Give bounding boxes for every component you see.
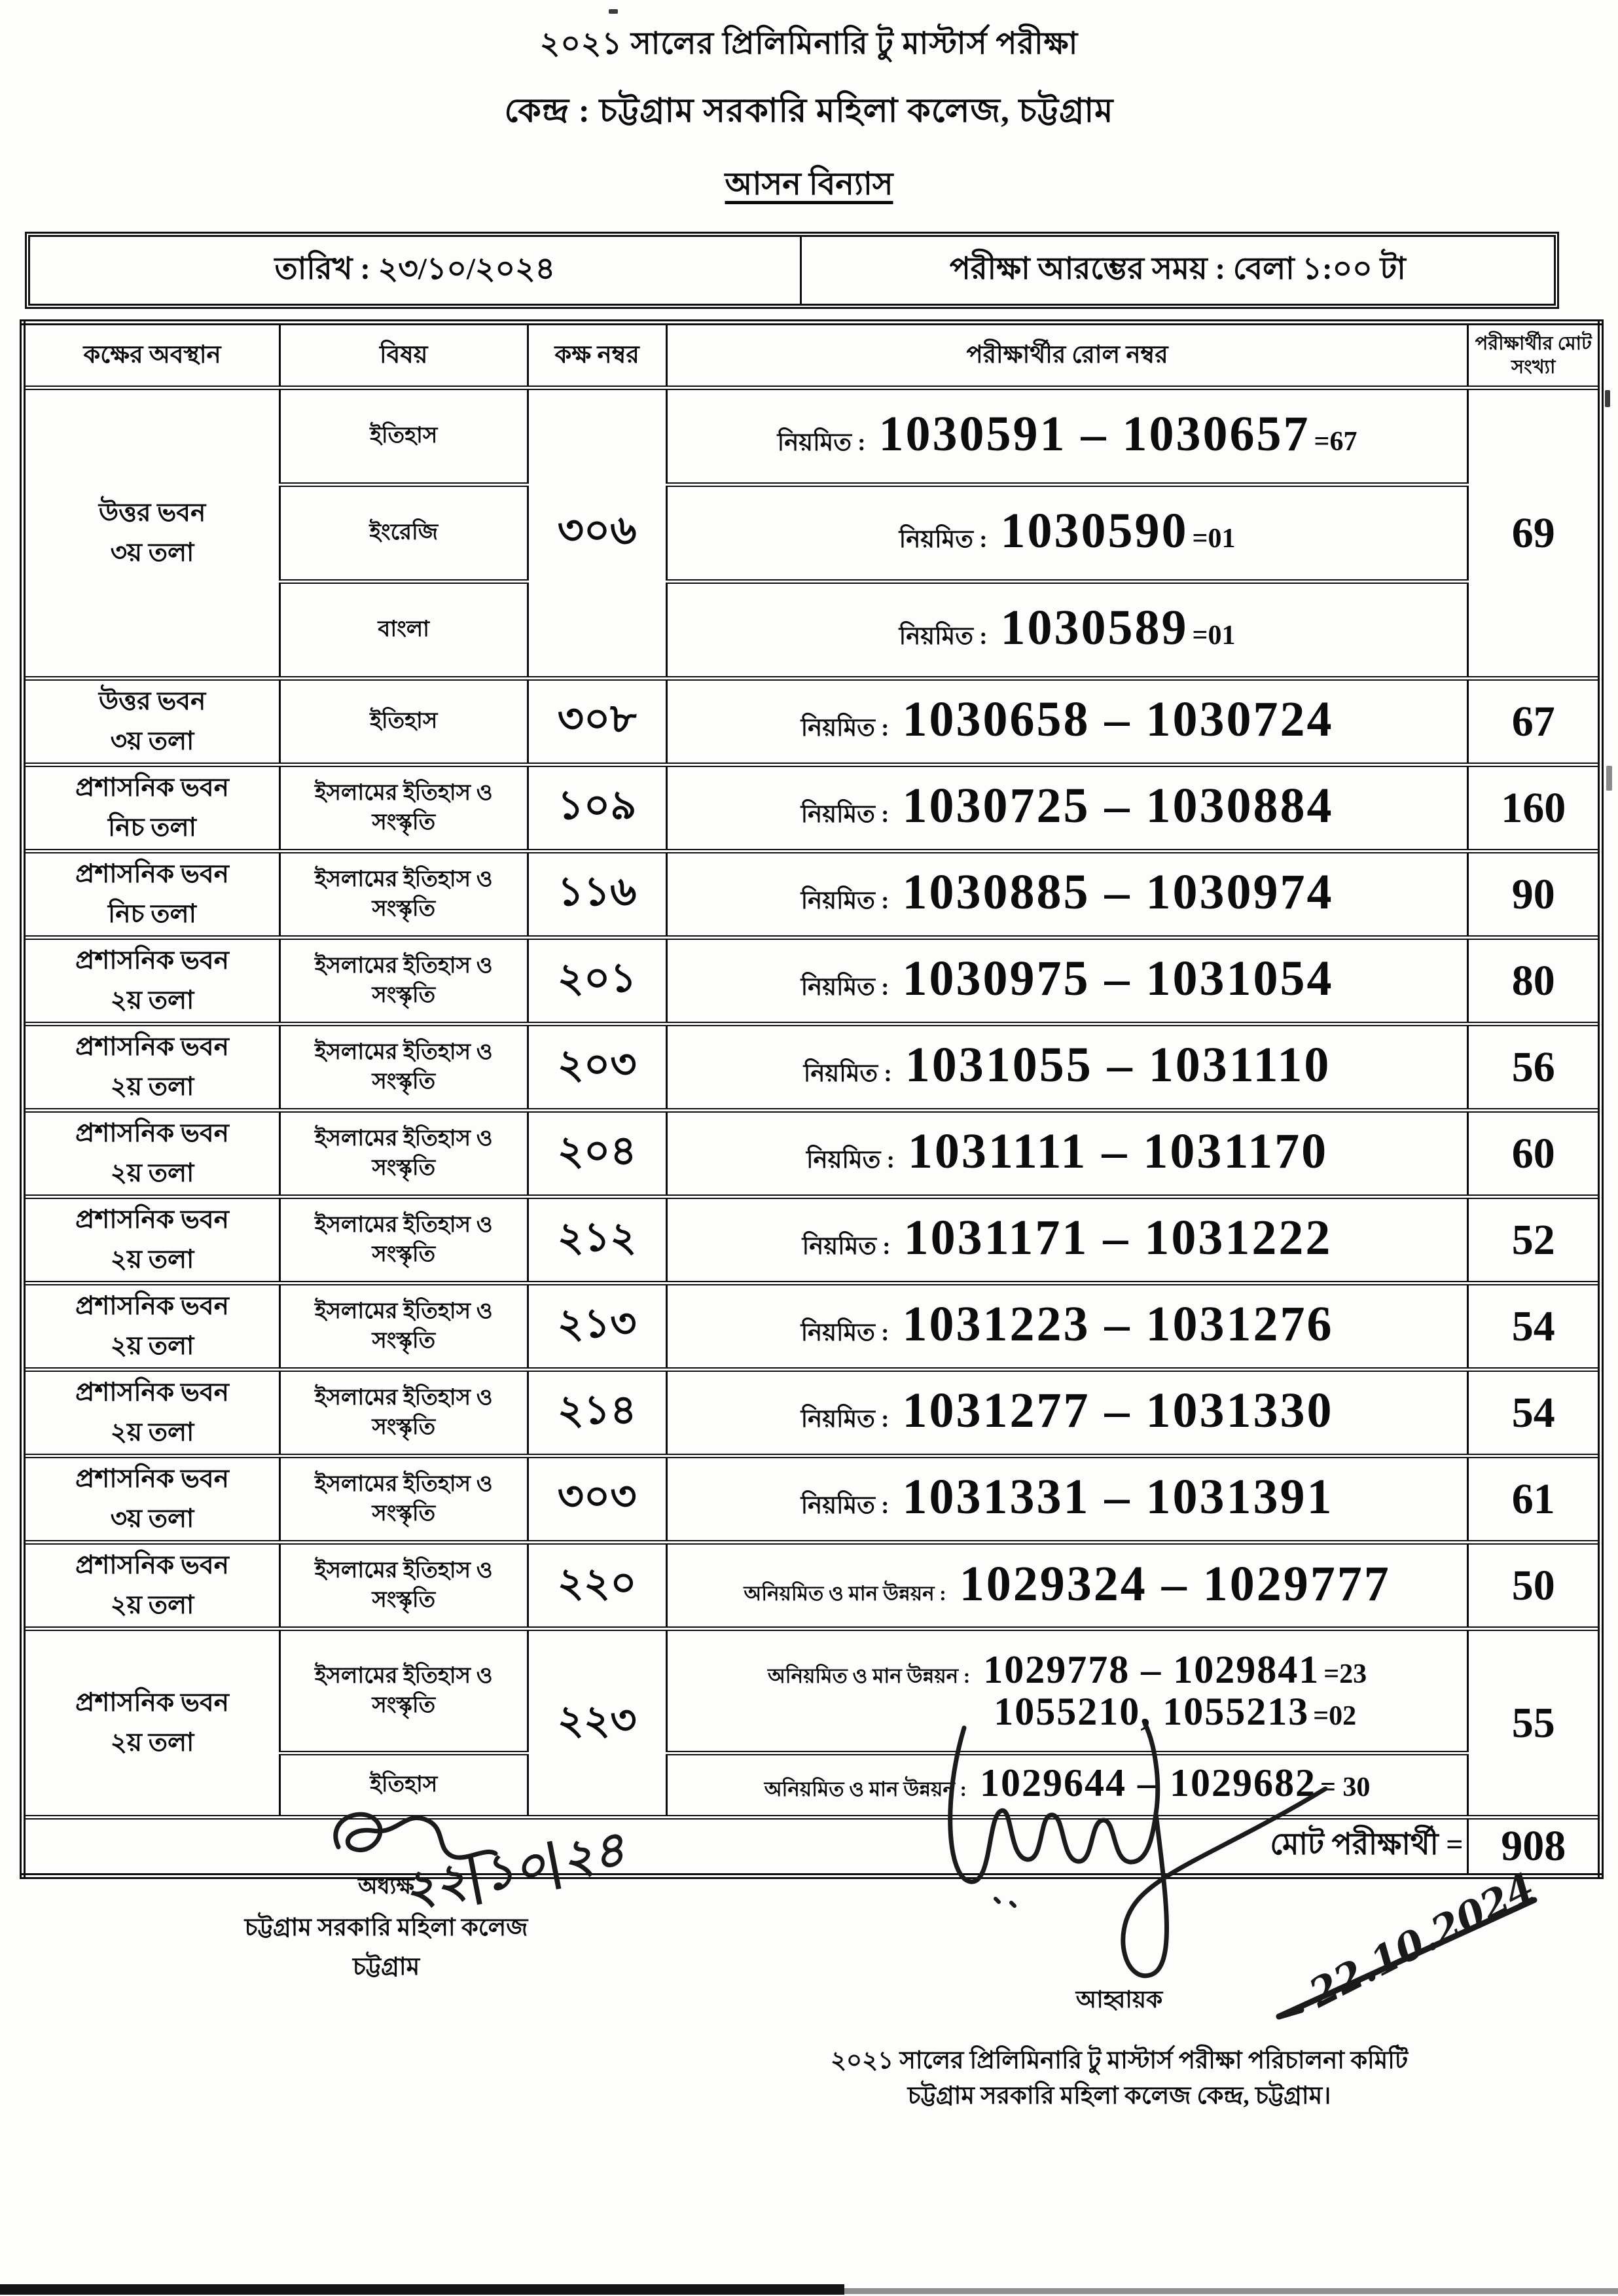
- table-row: [23, 938, 1601, 1024]
- location-cell: উত্তর ভবন ৩য় তলা: [23, 388, 280, 679]
- subject-cell: ইসলামের ইতিহাস ও সংস্কৃতি: [279, 1543, 528, 1629]
- principal-city-line: চট্টগ্রাম: [352, 1953, 420, 1981]
- table-row: [23, 1456, 1601, 1543]
- roll-type-label: নিয়মিত :: [806, 1146, 895, 1174]
- table-row: [23, 1111, 1601, 1197]
- room-number-cell: ২০১: [528, 938, 666, 1024]
- subject-cell: ইতিহাস: [279, 1753, 528, 1818]
- exam-date: তারিখ : ২৩/১০/২০২৪: [30, 237, 802, 304]
- scan-edge-artifact: [0, 2284, 844, 2295]
- subject-cell: ইতিহাস: [279, 679, 528, 765]
- total-count-cell: 90: [1468, 852, 1601, 938]
- room-number-cell: ২০৩: [528, 1024, 666, 1111]
- roll-range-cell: [666, 1111, 1468, 1197]
- subject-cell: ইসলামের ইতিহাস ও সংস্কৃতি: [279, 852, 528, 938]
- total-count-cell: 80: [1468, 938, 1601, 1024]
- total-count-cell: 54: [1468, 1283, 1601, 1370]
- roll-type-label: নিয়মিত :: [899, 622, 988, 650]
- scan-speck: [609, 9, 618, 14]
- principal-role-label: অধ্যক্ষ: [358, 1874, 414, 1899]
- roll-range: 1030589: [1000, 600, 1189, 655]
- roll-type-label: নিয়মিত :: [800, 1319, 890, 1346]
- roll-range-cell: [666, 1370, 1468, 1456]
- roll-range-cell: [666, 485, 1468, 582]
- roll-range: 1031223 – 1031276: [902, 1296, 1334, 1352]
- scan-speck: [1606, 766, 1612, 791]
- roll-type-label: নিয়মিত :: [800, 1492, 890, 1519]
- subject-cell: বাংলা: [279, 582, 528, 679]
- grand-total-row: [23, 1818, 1601, 1876]
- roll-range-cell: [666, 679, 1468, 765]
- roll-range: 1031331 – 1031391: [902, 1469, 1334, 1524]
- table-row: [23, 765, 1601, 852]
- seating-table: [20, 319, 1604, 1879]
- roll-range: 1055210, 1055213: [994, 1689, 1310, 1733]
- location-cell: প্রশাসনিক ভবন ২য় তলা: [23, 1370, 280, 1456]
- roll-count-suffix: =67: [1314, 426, 1357, 457]
- convener-role-label: আহ্বায়ক: [1075, 1986, 1163, 2013]
- table-row: [23, 1629, 1601, 1753]
- principal-signature-block: [209, 1869, 563, 1984]
- column-header-total: পরীক্ষার্থীর মোট সংখ্যা: [1468, 323, 1601, 388]
- subject-cell: ইসলামের ইতিহাস ও সংস্কৃতি: [279, 938, 528, 1024]
- roll-range: 1031171 – 1031222: [903, 1210, 1333, 1265]
- grand-total-label: মোট পরীক্ষার্থী =: [23, 1818, 1468, 1876]
- table-row: [23, 852, 1601, 938]
- roll-type-label: নিয়মিত :: [800, 800, 890, 828]
- room-number-cell: ২১৪: [528, 1370, 666, 1456]
- subject-cell: ইতিহাস: [279, 388, 528, 485]
- roll-range-cell: [666, 1024, 1468, 1111]
- location-cell: প্রশাসনিক ভবন ৩য় তলা: [23, 1456, 280, 1543]
- room-number-cell: ২০৪: [528, 1111, 666, 1197]
- roll-range: 1030590: [1000, 503, 1189, 558]
- room-number-cell: ৩০৮: [528, 679, 666, 765]
- convener-signature-block: [808, 1982, 1430, 2113]
- roll-type-label: নিয়মিত :: [800, 1405, 890, 1433]
- location-cell: প্রশাসনিক ভবন ২য় তলা: [23, 1024, 280, 1111]
- location-cell: প্রশাসনিক ভবন ২য় তলা: [23, 1197, 280, 1283]
- roll-type-label: অনিয়মিত ও মান উন্নয়ন :: [764, 1777, 967, 1801]
- table-row: [23, 679, 1601, 765]
- roll-type-label: নিয়মিত :: [777, 429, 866, 456]
- total-count-cell: 55: [1468, 1629, 1601, 1818]
- room-number-cell: ৩০৬: [528, 388, 666, 679]
- subject-cell: ইসলামের ইতিহাস ও সংস্কৃতি: [279, 1283, 528, 1370]
- location-cell: প্রশাসনিক ভবন ২য় তলা: [23, 1111, 280, 1197]
- roll-type-label: অনিয়মিত ও মান উন্নয়ন :: [767, 1664, 971, 1688]
- exam-start-time: পরীক্ষা আরম্ভের সময় : বেলা ১:০০ টা: [949, 252, 1406, 286]
- roll-count-suffix: =01: [1192, 620, 1236, 651]
- date-time-bar: [25, 232, 1559, 309]
- total-count-cell: 52: [1468, 1197, 1601, 1283]
- roll-range: 1029778 – 1029841: [983, 1648, 1320, 1692]
- roll-count-suffix: =01: [1192, 523, 1236, 554]
- subject-cell: ইসলামের ইতিহাস ও সংস্কৃতি: [279, 1024, 528, 1111]
- subject-cell: ইসলামের ইতিহাস ও সংস্কৃতি: [279, 1111, 528, 1197]
- column-header-rolls: পরীক্ষার্থীর রোল নম্বর: [666, 323, 1468, 388]
- location-cell: প্রশাসনিক ভবন ২য় তলা: [23, 1543, 280, 1629]
- total-count-cell: 67: [1468, 679, 1601, 765]
- roll-range-cell: [666, 765, 1468, 852]
- roll-type-label: নিয়মিত :: [803, 1060, 892, 1087]
- roll-range-cell: [666, 1197, 1468, 1283]
- roll-range-cell: [666, 1456, 1468, 1543]
- table-row: [23, 1283, 1601, 1370]
- roll-range-cell: [666, 1283, 1468, 1370]
- total-count-cell: 56: [1468, 1024, 1601, 1111]
- column-header-room: কক্ষ নম্বর: [528, 323, 666, 388]
- table-row: [23, 1543, 1601, 1629]
- total-count-cell: 54: [1468, 1370, 1601, 1456]
- roll-range-cell: [666, 852, 1468, 938]
- total-count-cell: 50: [1468, 1543, 1601, 1629]
- roll-range: 1031111 – 1031170: [907, 1123, 1329, 1179]
- subject-cell: ইসলামের ইতিহাস ও সংস্কৃতি: [279, 1370, 528, 1456]
- roll-range: 1030591 – 1030657: [878, 406, 1310, 461]
- roll-range-cell: [666, 938, 1468, 1024]
- roll-count-suffix: = 30: [1320, 1772, 1371, 1803]
- roll-range: 1031055 – 1031110: [905, 1037, 1331, 1092]
- location-cell: প্রশাসনিক ভবন নিচ তলা: [23, 765, 280, 852]
- roll-range-cell: [666, 582, 1468, 679]
- table-row: [23, 1370, 1601, 1456]
- roll-type-label: নিয়মিত :: [802, 1232, 891, 1260]
- roll-type-label: নিয়মিত :: [800, 887, 890, 914]
- roll-range-cell: [666, 388, 1468, 485]
- subject-cell: ইংরেজি: [279, 485, 528, 582]
- exam-title: ২০২১ সালের প্রিলিমিনারি টু মাস্টার্স পরীক্ষা: [539, 27, 1079, 61]
- room-number-cell: ১১৬: [528, 852, 666, 938]
- principal-college-line: চট্টগ্রাম সরকারি মহিলা কলেজ: [244, 1914, 528, 1941]
- room-number-cell: ২১৩: [528, 1283, 666, 1370]
- room-number-cell: ২১২: [528, 1197, 666, 1283]
- table-header-row: [23, 323, 1601, 388]
- scan-speck: [1605, 390, 1610, 407]
- subject-cell: ইসলামের ইতিহাস ও সংস্কৃতি: [279, 1629, 528, 1753]
- room-number-cell: ৩০৩: [528, 1456, 666, 1543]
- roll-range: 1030658 – 1030724: [902, 691, 1334, 747]
- roll-range-cell: [666, 1543, 1468, 1629]
- column-header-subject: বিষয়: [279, 323, 528, 388]
- scan-edge-artifact-light: [844, 2288, 1618, 2294]
- roll-type-label: নিয়মিত :: [800, 973, 890, 1001]
- roll-range: 1031277 – 1031330: [902, 1382, 1334, 1438]
- roll-range: 1030885 – 1030974: [902, 864, 1334, 920]
- subject-cell: ইসলামের ইতিহাস ও সংস্কৃতি: [279, 765, 528, 852]
- room-number-cell: ১০৯: [528, 765, 666, 852]
- roll-type-label: অনিয়মিত ও মান উন্নয়ন :: [744, 1582, 946, 1605]
- room-number-cell: ২২০: [528, 1543, 666, 1629]
- center-name: কেন্দ্র : চট্টগ্রাম সরকারি মহিলা কলেজ, চট্টগ্রাম: [504, 93, 1114, 130]
- subject-cell: ইসলামের ইতিহাস ও সংস্কৃতি: [279, 1197, 528, 1283]
- location-cell: উত্তর ভবন ৩য় তলা: [23, 679, 280, 765]
- table-row: [23, 1197, 1601, 1283]
- location-cell: প্রশাসনিক ভবন ২য় তলা: [23, 1629, 280, 1818]
- location-cell: প্রশাসনিক ভবন ২য় তলা: [23, 1283, 280, 1370]
- location-cell: প্রশাসনিক ভবন নিচ তলা: [23, 852, 280, 938]
- roll-type-label: নিয়মিত :: [899, 526, 988, 553]
- roll-count-suffix: =23: [1323, 1659, 1367, 1690]
- roll-range: 1029644 – 1029682: [979, 1761, 1316, 1804]
- grand-total-value: 908: [1468, 1818, 1601, 1876]
- total-count-cell: 69: [1468, 388, 1601, 679]
- total-count-cell: 160: [1468, 765, 1601, 852]
- roll-count-suffix: =02: [1313, 1700, 1357, 1731]
- subject-cell: ইসলামের ইতিহাস ও সংস্কৃতি: [279, 1456, 528, 1543]
- roll-range: 1030725 – 1030884: [902, 778, 1334, 833]
- table-row: [23, 388, 1601, 485]
- table-row: [23, 1024, 1601, 1111]
- total-count-cell: 60: [1468, 1111, 1601, 1197]
- convener-signature-date: 22.10.2024: [1302, 1864, 1543, 2017]
- roll-range: 1029324 – 1029777: [959, 1556, 1391, 1611]
- column-header-location: কক্ষের অবস্থান: [23, 323, 280, 388]
- location-cell: প্রশাসনিক ভবন ২য় তলা: [23, 938, 280, 1024]
- total-count-cell: 61: [1468, 1456, 1601, 1543]
- convener-center-line: চট্টগ্রাম সরকারি মহিলা কলেজ কেন্দ্র, চট্টগ্রাম।: [907, 2082, 1331, 2109]
- roll-type-label: নিয়মিত :: [800, 714, 890, 742]
- seat-plan-subtitle: আসন বিন্যাস: [725, 167, 893, 202]
- convener-committee-line: ২০২১ সালের প্রিলিমিনারি টু মাস্টার্স পরীক্ষা পরিচালনা কমিটি: [831, 2047, 1408, 2074]
- roll-range: 1030975 – 1031054: [902, 950, 1334, 1006]
- document-header: [0, 0, 1618, 212]
- principal-signature-date: ২২|১০|২৪: [398, 1820, 630, 1918]
- room-number-cell: ২২৩: [528, 1629, 666, 1818]
